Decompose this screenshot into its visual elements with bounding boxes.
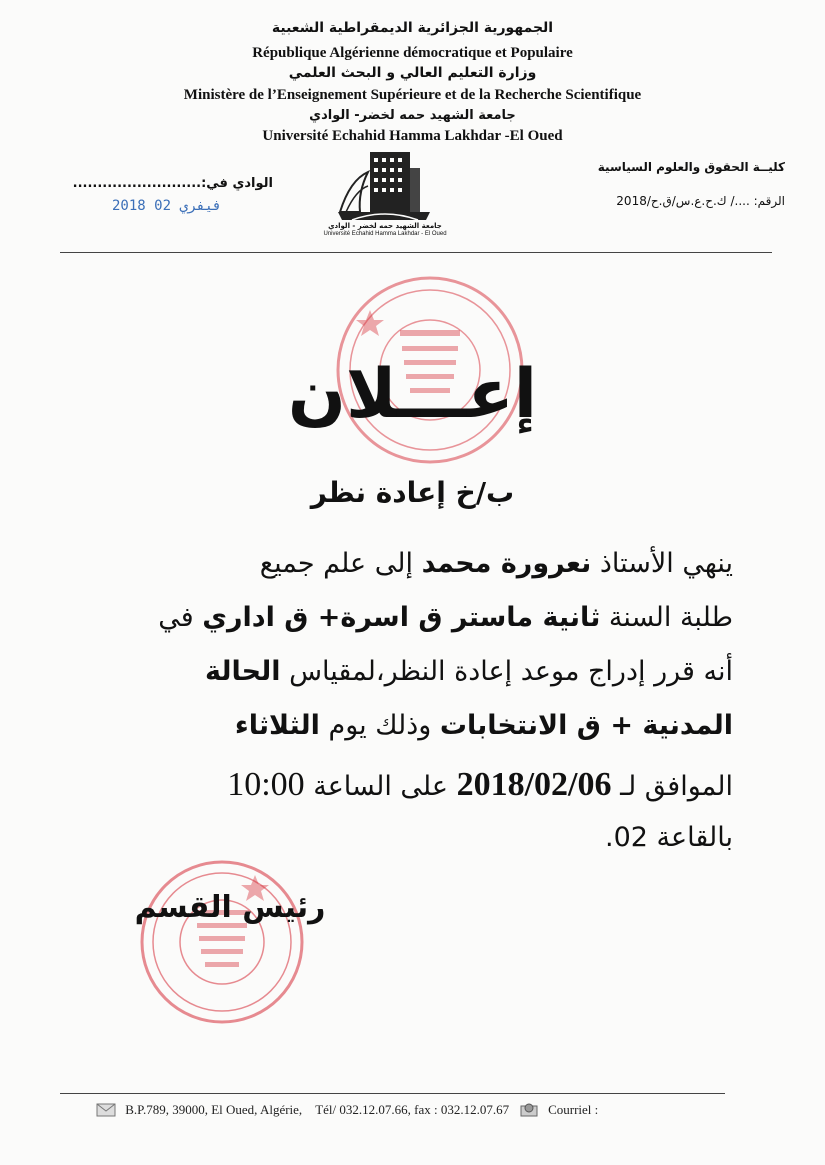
announcement-subtitle: ب/خ إعادة نظر xyxy=(310,476,515,509)
faculty-name: كليــة الحقوق والعلوم السياسية xyxy=(597,160,785,174)
footer-divider xyxy=(60,1093,725,1094)
logo-caption-fr: Université Echahid Hamma Lakhdar - El Oued xyxy=(323,231,447,237)
footer-address: B.P.789, 39000, El Oued, Algérie, xyxy=(125,1102,303,1118)
republic-fr: République Algérienne démocratique et Populaire xyxy=(252,45,573,61)
republic-ar: الجمهورية الجزائرية الديمقراطية الشعبية xyxy=(271,20,554,36)
announcement-title: إعـــلان xyxy=(287,355,538,434)
place-date: الوادي في:.......................... xyxy=(72,176,273,191)
reference-number: الرقم: ..../ ك.ح.ع.س/ق.ح/2018 xyxy=(616,194,785,208)
body-line-3: أنه قرر إدراج موعد إعادة النظر،لمقياس الحالة xyxy=(204,656,733,687)
university-fr: Université Echahid Hamma Lakhdar -El Oued xyxy=(262,128,563,144)
footer-email-label: Courriel : xyxy=(548,1102,599,1118)
email-icon xyxy=(519,1103,539,1117)
body-line-1: ينهي الأستاذ نعرورة محمد إلى علم جميع xyxy=(259,548,733,579)
body-line-6: بالقاعة 02. xyxy=(605,822,733,853)
university-ar: جامعة الشهيد حمه لخضر- الوادي xyxy=(309,108,516,123)
date-stamp: 2018 فيفري 02 xyxy=(112,198,222,214)
envelope-icon xyxy=(96,1103,116,1117)
header-divider xyxy=(60,252,772,253)
footer-phone: Tél/ 032.12.07.66, fax : 032.12.07.67 xyxy=(315,1102,510,1118)
ministry-fr: Ministère de l’Enseignement Supérieure et de la Recherche Scientifique xyxy=(183,87,642,103)
department-head-signature: رئيس القسم xyxy=(134,890,326,925)
body-line-4: المدنية + ق الانتخابات وذلك يوم الثلاثاء xyxy=(234,710,733,741)
body-line-2: طلبة السنة ثانية ماستر ق اسرة+ ق اداري في xyxy=(158,602,733,633)
official-stamp-bottom xyxy=(135,855,310,1030)
ministry-ar: وزارة التعليم العالي و البحث العلمي xyxy=(288,65,537,81)
footer-contact xyxy=(96,1101,598,1118)
logo-caption-ar: جامعة الشهيد حمه لخضر - الوادي xyxy=(328,222,442,230)
body-line-5: الموافق لـ 2018/02/06 على الساعة 10:00 xyxy=(227,766,733,803)
